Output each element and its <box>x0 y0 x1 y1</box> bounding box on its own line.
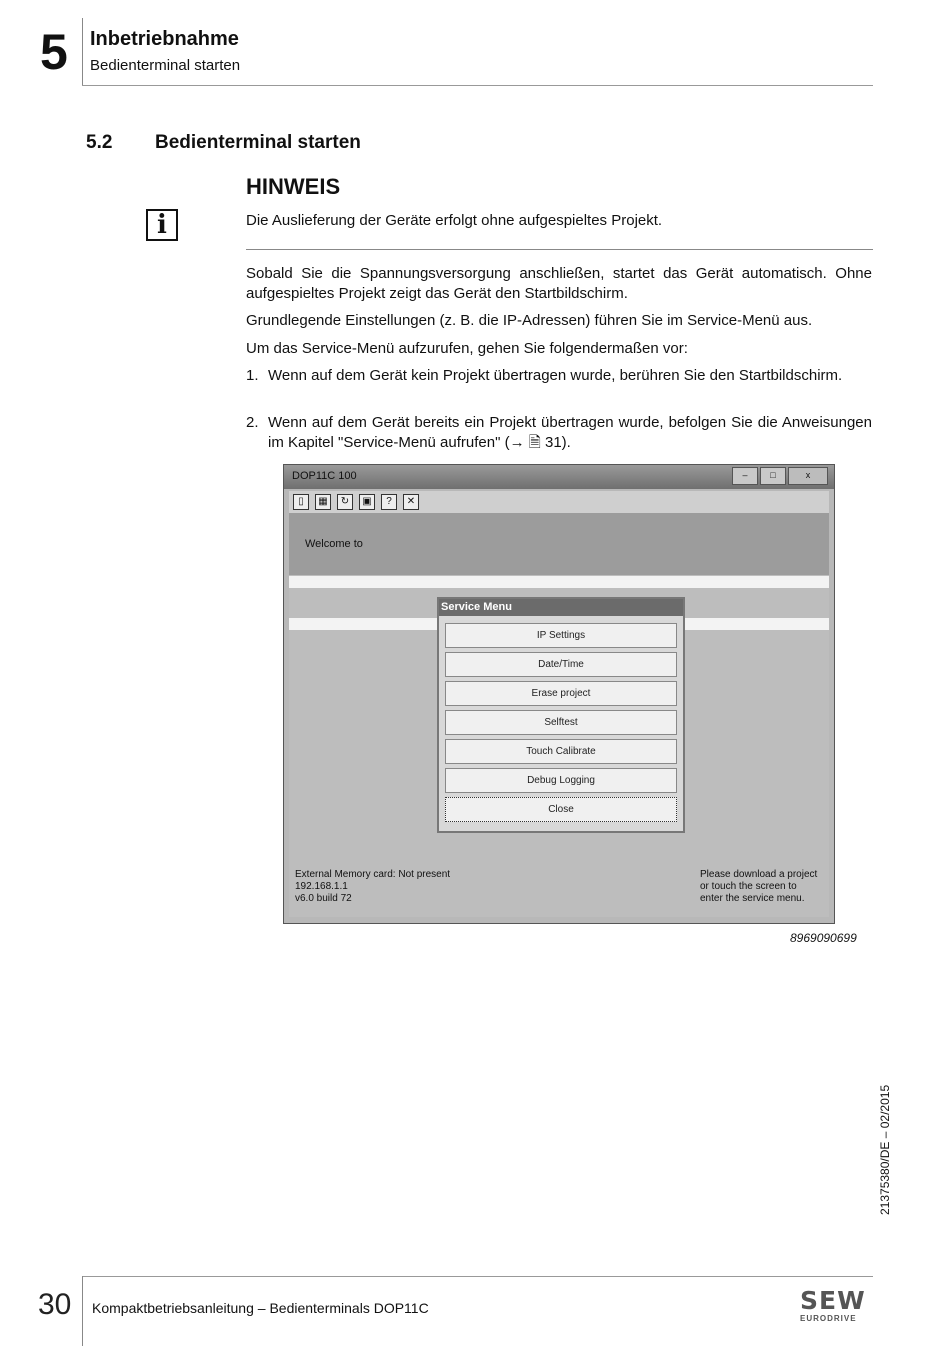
save-icon[interactable]: ▣ <box>359 494 375 510</box>
logo-sub: EURODRIVE <box>800 1314 857 1323</box>
new-icon[interactable]: ▯ <box>293 494 309 510</box>
page-number: 30 <box>38 1288 72 1321</box>
band <box>289 576 829 588</box>
info-icon: i <box>146 209 178 241</box>
hint-line: enter the service menu. <box>700 893 805 904</box>
date-time-button[interactable]: Date/Time <box>445 652 677 677</box>
device-screenshot <box>283 464 835 924</box>
step-text: Wenn auf dem Gerät kein Projekt übertragen wurde, berühren Sie den Startbildschirm. <box>268 367 843 384</box>
note-rule <box>246 249 873 250</box>
window-controls <box>732 467 828 485</box>
note-heading: HINWEIS <box>246 174 341 199</box>
paragraph-2: Grundlegende Einstellungen (z. B. die IP-Adressen) führen Sie im Service-Menü aus. <box>246 312 813 329</box>
refresh-icon[interactable]: ↻ <box>337 494 353 510</box>
hint-line: Please download a project <box>700 869 818 880</box>
section-number: 5.2 <box>86 132 113 153</box>
version: v6.0 build 72 <box>295 893 352 904</box>
window-title: DOP11C 100 <box>292 470 357 482</box>
ip-settings-button[interactable]: IP Settings <box>445 623 677 648</box>
document-id: 21375380/DE – 02/2015 <box>878 1084 892 1215</box>
device-status <box>295 869 450 905</box>
paragraph-3: Um das Service-Menü aufzurufen, gehen Sie folgendermaßen vor: <box>246 340 688 357</box>
erase-project-button[interactable]: Erase project <box>445 681 677 706</box>
touch-calibrate-button[interactable]: Touch Calibrate <box>445 739 677 764</box>
step-text: Wenn auf dem Gerät bereits ein Projekt übertragen wurde, befolgen Sie die Anweisungen im Kapitel "Service-Menü aufrufen" (→ 🗎 31). <box>268 414 872 451</box>
device-hint <box>700 869 817 905</box>
ip-address: 192.168.1.1 <box>295 881 348 892</box>
header-divider <box>82 18 83 86</box>
client-area <box>289 513 829 917</box>
footer-text: Kompaktbetriebsanleitung – Bedienterminals DOP11C <box>92 1300 429 1316</box>
tools-icon[interactable]: ✕ <box>403 494 419 510</box>
chapter-subtitle: Bedienterminal starten <box>90 57 241 74</box>
image-id: 8969090699 <box>790 931 857 945</box>
note-text: Die Auslieferung der Geräte erfolgt ohne aufgespieltes Projekt. <box>246 212 663 229</box>
chapter-number: 5 <box>40 24 68 80</box>
selftest-button[interactable]: Selftest <box>445 710 677 735</box>
memory-card-status: External Memory card: Not present <box>295 869 451 880</box>
maximize-button[interactable]: □ <box>760 467 786 485</box>
section-title: Bedienterminal starten <box>155 132 361 153</box>
close-window-button[interactable]: x <box>788 467 828 485</box>
step-number: 2. <box>246 414 259 431</box>
footer-divider <box>82 1276 83 1346</box>
paragraph-1: Sobald Sie die Spannungsversorgung anschließen, startet das Gerät automatisch. Ohne aufgespieltes Projekt zeigt das Gerät den Startbildschirm. <box>246 265 872 302</box>
chapter-title: Inbetriebnahme <box>90 28 239 50</box>
hint-line: or touch the screen to <box>700 881 797 892</box>
help-icon[interactable]: ? <box>381 494 397 510</box>
welcome-text: Welcome to <box>305 538 363 550</box>
debug-logging-button[interactable]: Debug Logging <box>445 768 677 793</box>
header-rule <box>82 85 873 86</box>
logo-main: SEW <box>800 1286 866 1315</box>
service-menu-dialog <box>437 597 685 833</box>
service-menu-title: Service Menu <box>439 599 683 616</box>
minimize-button[interactable]: – <box>732 467 758 485</box>
window-titlebar <box>284 465 834 489</box>
grid-icon[interactable]: ▦ <box>315 494 331 510</box>
footer-rule <box>82 1276 873 1277</box>
step-number: 1. <box>246 367 259 384</box>
sew-logo <box>800 1288 874 1324</box>
toolbar <box>289 491 829 513</box>
close-button[interactable]: Close <box>445 797 677 822</box>
welcome-band <box>289 513 829 575</box>
